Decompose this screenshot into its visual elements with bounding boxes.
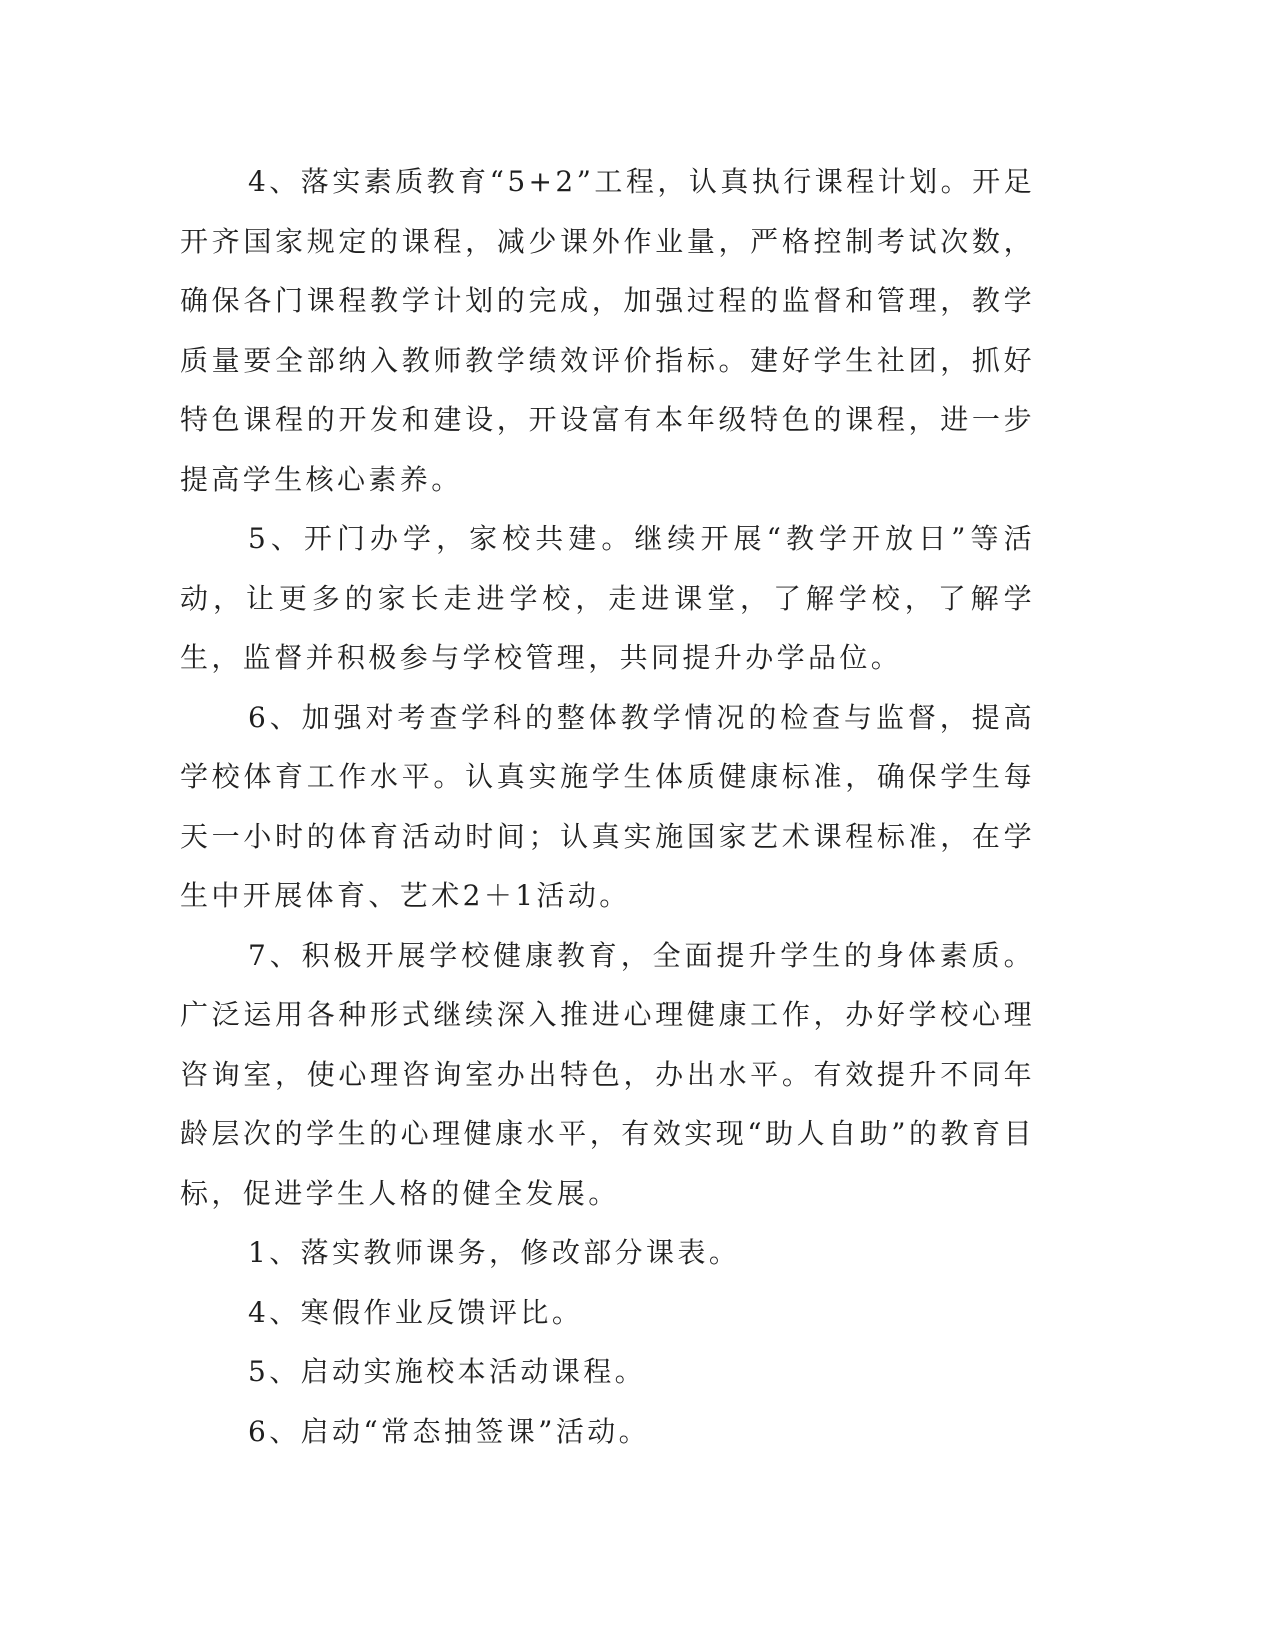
- paragraph-5-open-school: 5、开门办学，家校共建。继续开展“教学开放日”等活动，让更多的家长走进学校，走进课堂，了解学校，了解学生，监督并积极参与学校管理，共同提升办学品位。: [180, 522, 1035, 674]
- paragraph-4-quality-education: 4、落实素质教育“5+2”工程，认真执行课程计划。开足开齐国家规定的课程，减少课外作业量，严格控制考试次数，确保各门课程教学计划的完成，加强过程的监督和管理，教学质量要全部纳入教师教学绩效评价指标。建好学生社团，抓好特色课程的开发和建设，开设富有本年级特色的课程，进一步提高学生核心素养。: [180, 165, 1035, 496]
- document-body: [180, 152, 1035, 1461]
- list-item-school-based-course: 5、启动实施校本活动课程。: [248, 1355, 647, 1388]
- list-item-teacher-duties: 1、落实教师课务，修改部分课表。: [248, 1236, 741, 1269]
- paragraph-7-health-education: 7、积极开展学校健康教育，全面提升学生的身体素质。广泛运用各种形式继续深入推进心理健康工作，办好学校心理咨询室，使心理咨询室办出特色，办出水平。有效提升不同年龄层次的学生的心理健康水平，有效实现“助人自助”的教育目标，促进学生人格的健全发展。: [180, 938, 1035, 1210]
- paragraph-6-sports-arts: 6、加强对考查学科的整体教学情况的检查与监督，提高学校体育工作水平。认真实施学生体质健康标准，确保学生每天一小时的体育活动时间；认真实施国家艺术课程标准，在学生中开展体育、艺术2＋1活动。: [180, 700, 1035, 912]
- list-item-random-lesson: 6、启动“常态抽签课”活动。: [248, 1414, 651, 1448]
- list-item-winter-homework: 4、寒假作业反馈评比。: [248, 1295, 584, 1329]
